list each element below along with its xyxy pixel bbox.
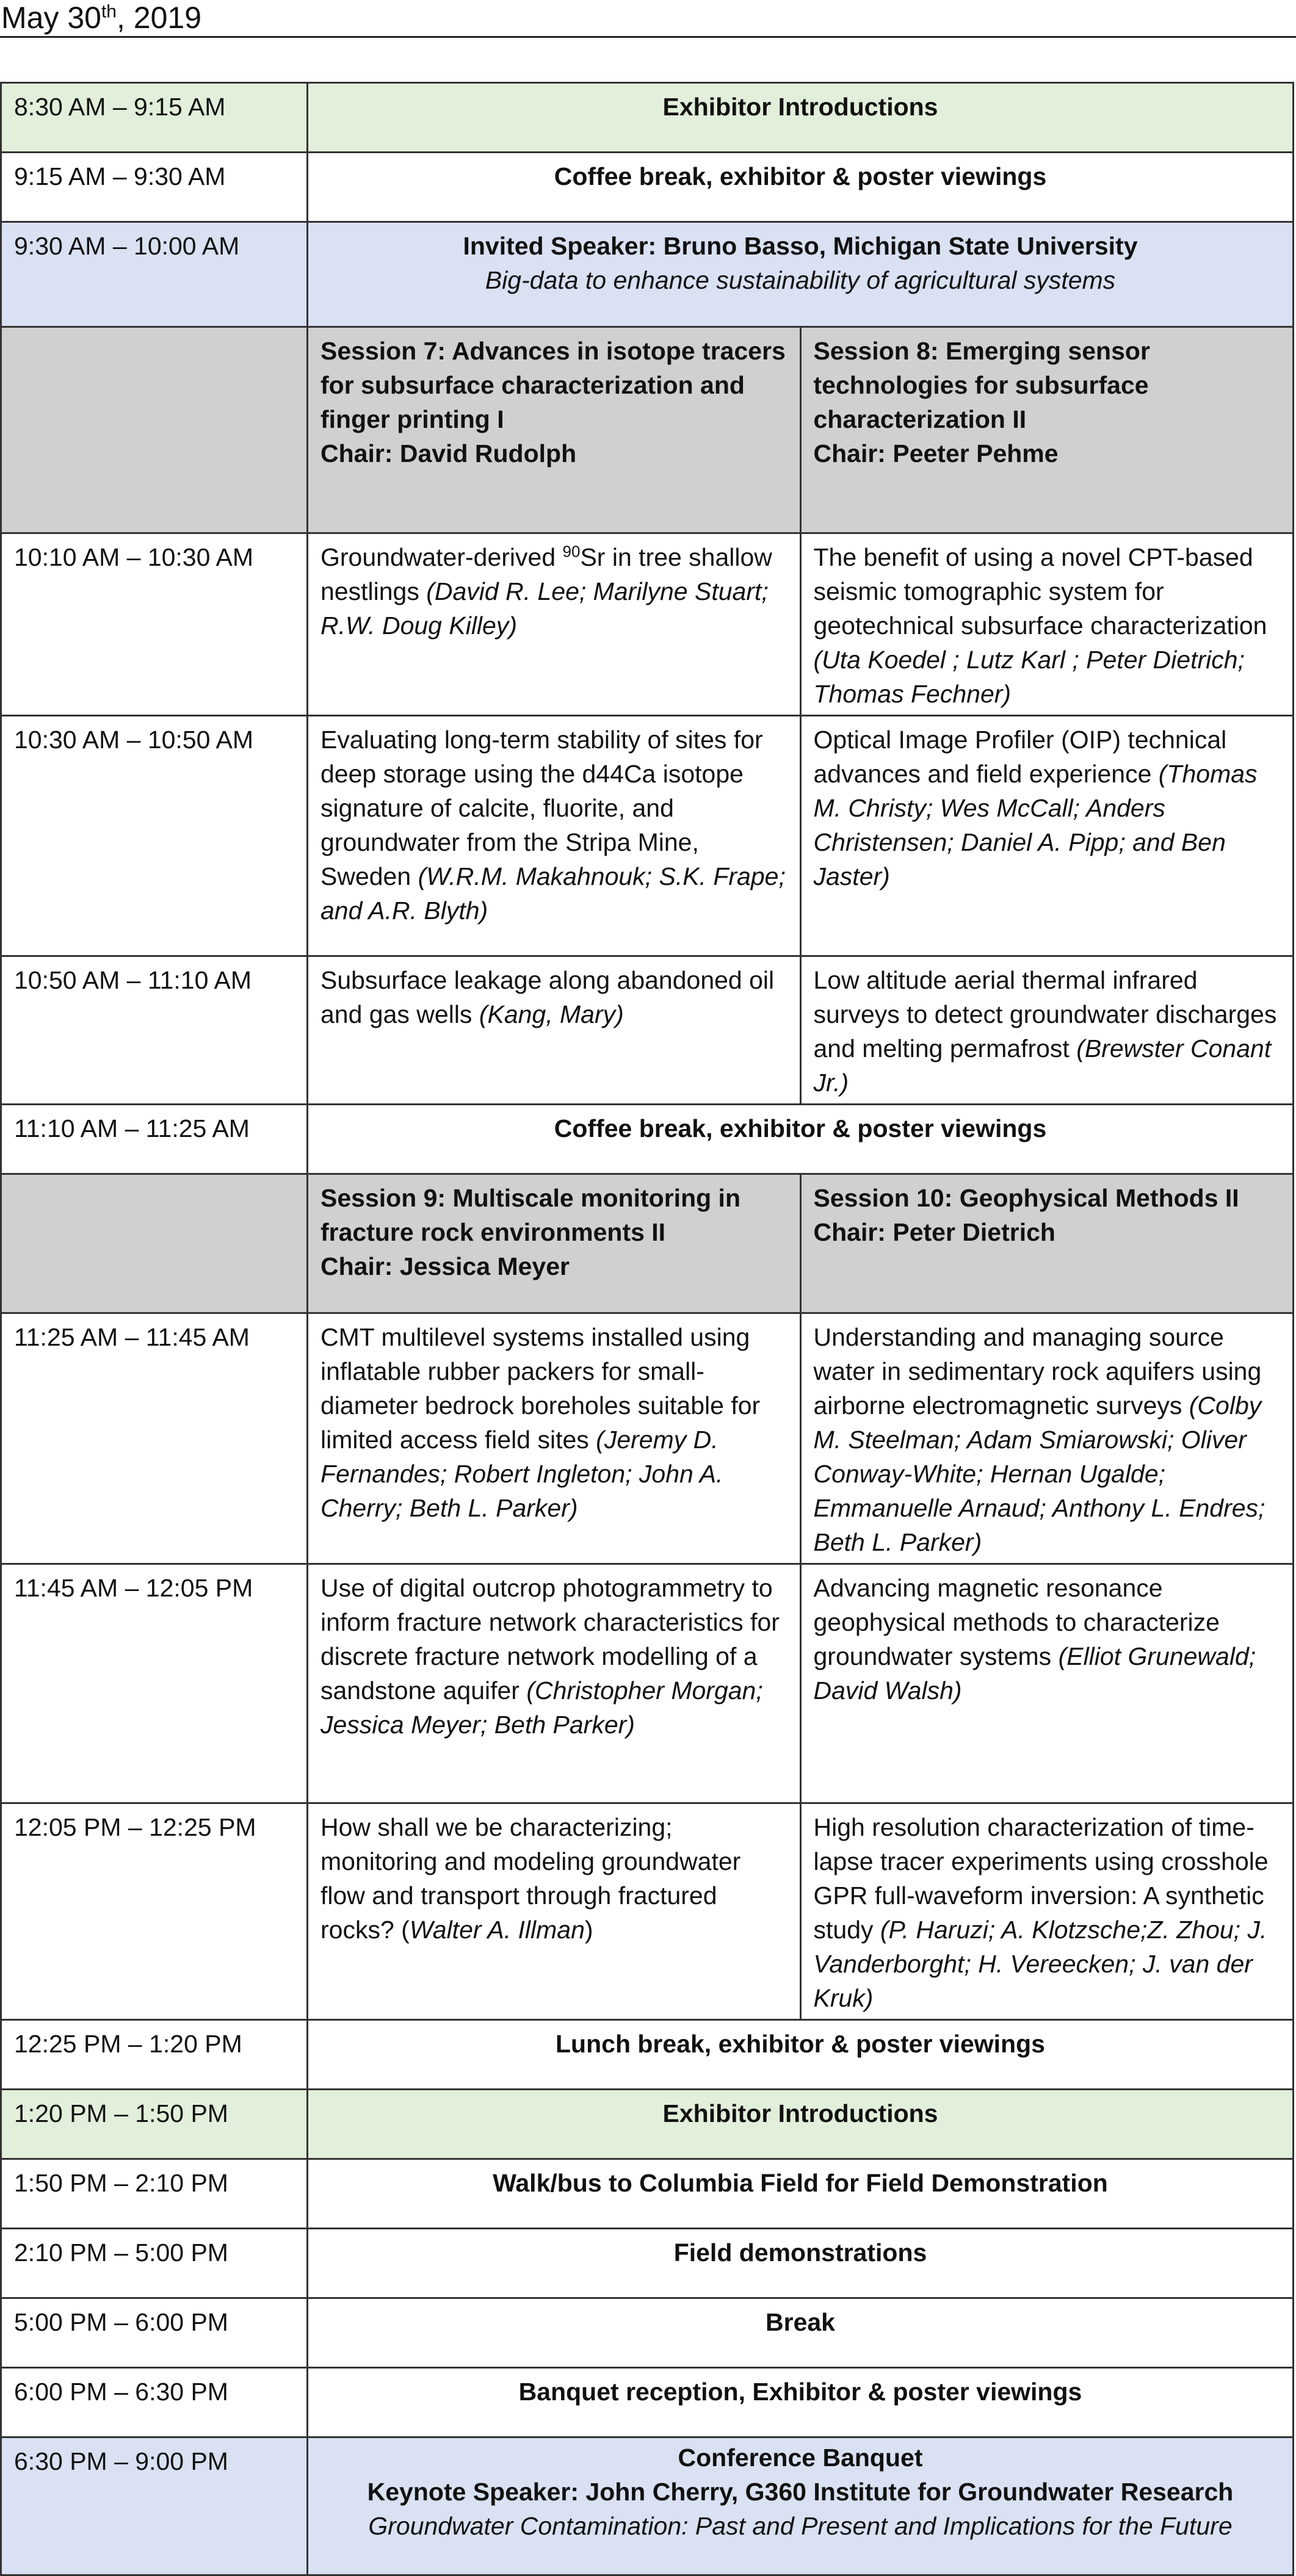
- session-header-row: [1, 327, 1294, 533]
- session-title: Session 8: Emerging sensor technologies for subsurface characterization II: [813, 337, 1150, 433]
- schedule-row: [1, 2368, 1294, 2437]
- event-cell: Lunch break, exhibitor & poster viewings: [308, 2020, 1294, 2090]
- event-cell: Walk/bus to Columbia Field for Field Demonstration: [308, 2159, 1294, 2229]
- talk-authors: (Kang, Mary): [479, 1000, 624, 1028]
- session-title: Session 10: Geophysical Methods II: [813, 1184, 1239, 1212]
- schedule-row: [1, 83, 1294, 153]
- time-cell: 10:30 AM – 10:50 AM: [1, 716, 308, 956]
- talk-authors: (Uta Koedel ; Lutz Karl ; Peter Dietrich; Thomas Fechner): [813, 646, 1245, 708]
- schedule-row: [1, 2229, 1294, 2298]
- event-cell: Banquet reception, Exhibitor & poster viewings: [308, 2368, 1294, 2437]
- time-cell: 8:30 AM – 9:15 AM: [1, 83, 308, 153]
- time-cell: 9:30 AM – 10:00 AM: [1, 222, 308, 327]
- event-cell: [308, 2437, 1294, 2575]
- talk-cell: [308, 716, 801, 956]
- talk-cell: [800, 716, 1294, 956]
- schedule-row: [1, 956, 1294, 1105]
- time-cell: 1:20 PM – 1:50 PM: [1, 2090, 308, 2159]
- date-year: , 2019: [117, 1, 202, 35]
- talk-title-close: ): [584, 1916, 593, 1944]
- session-cell: [308, 327, 801, 533]
- time-cell: 5:00 PM – 6:00 PM: [1, 2298, 308, 2368]
- time-cell: 9:15 AM – 9:30 AM: [1, 153, 308, 222]
- schedule-row: [1, 1803, 1294, 2020]
- talk-authors: (Elliot Grunewald; David Walsh): [813, 1642, 1256, 1705]
- event-keynote: Keynote Speaker: John Cherry, G360 Institute for Groundwater Research: [367, 2478, 1234, 2506]
- talk-cell: [800, 533, 1294, 716]
- event-cell: Field demonstrations: [308, 2229, 1294, 2298]
- time-cell: 11:45 AM – 12:05 PM: [1, 1564, 308, 1803]
- event-cell: Exhibitor Introductions: [308, 2090, 1294, 2159]
- event-title: Invited Speaker: Bruno Basso, Michigan State University: [463, 232, 1138, 260]
- talk-title: Optical Image Profiler (OIP) technical advances and field experience: [813, 726, 1227, 788]
- time-cell-empty: [1, 1174, 308, 1313]
- schedule-row: [1, 1564, 1294, 1803]
- date-day: May 30: [1, 1, 101, 35]
- session-chair: Chair: Peeter Pehme: [813, 439, 1059, 467]
- schedule-row: [1, 2090, 1294, 2159]
- page-date-header: [0, 0, 1296, 38]
- talk-authors: (Brewster Conant Jr.): [813, 1034, 1272, 1097]
- isotope-superscript: 90: [562, 542, 581, 561]
- talk-authors: (Colby M. Steelman; Adam Smiarowski; Oliver Conway-White; Hernan Ugalde; Emmanuelle Arnaud; Anthony L. Endres; Beth L. Parker): [813, 1391, 1265, 1556]
- session-chair: Chair: Jessica Meyer: [320, 1252, 570, 1280]
- session-cell: [800, 1174, 1294, 1313]
- schedule-row: [1, 1313, 1294, 1564]
- time-cell-empty: [1, 327, 308, 533]
- talk-title: Understanding and managing source water in sedimentary rock aquifers using airborne electromagnetic surveys: [813, 1323, 1262, 1420]
- session-header-row: [1, 1174, 1294, 1313]
- talk-title-cont: Sr in tree shallow nestlings: [320, 543, 772, 605]
- schedule-row: [1, 716, 1294, 956]
- talk-cell: [308, 533, 801, 716]
- schedule-row: [1, 2159, 1294, 2229]
- session-chair: Chair: David Rudolph: [320, 439, 577, 467]
- event-cell: [308, 222, 1294, 327]
- time-cell: 1:50 PM – 2:10 PM: [1, 2159, 308, 2229]
- schedule-row: [1, 2298, 1294, 2368]
- talk-authors: Walter A. Illman: [409, 1916, 585, 1944]
- event-subtitle: Groundwater Contamination: Past and Present and Implications for the Future: [368, 2512, 1233, 2540]
- schedule-row: [1, 153, 1294, 222]
- time-cell: 6:00 PM – 6:30 PM: [1, 2368, 308, 2437]
- time-cell: 12:05 PM – 12:25 PM: [1, 1803, 308, 2020]
- talk-cell: [308, 956, 801, 1105]
- talk-title: Advancing magnetic resonance geophysical methods to characterize groundwater systems: [813, 1574, 1220, 1670]
- event-cell: Coffee break, exhibitor & poster viewings: [308, 153, 1294, 222]
- talk-authors: (Jeremy D. Fernandes; Robert Ingleton; John A. Cherry; Beth L. Parker): [320, 1426, 723, 1522]
- session-cell: [800, 327, 1294, 533]
- talk-cell: [308, 1564, 801, 1803]
- session-chair: Chair: Peter Dietrich: [813, 1218, 1055, 1246]
- event-title: Conference Banquet: [678, 2444, 923, 2472]
- talk-authors: (W.R.M. Makahnouk; S.K. Frape; and A.R. Blyth): [320, 862, 786, 925]
- schedule-row: [1, 1105, 1294, 1174]
- talk-authors: (Thomas M. Christy; Wes McCall; Anders Christensen; Daniel A. Pipp; and Ben Jaster): [813, 760, 1258, 890]
- time-cell: 11:25 AM – 11:45 AM: [1, 1313, 308, 1564]
- time-cell: 2:10 PM – 5:00 PM: [1, 2229, 308, 2298]
- schedule-row: [1, 2437, 1294, 2575]
- talk-authors: (P. Haruzi; A. Klotzsche;Z. Zhou; J. Vanderborght; H. Vereecken; J. van der Kruk): [813, 1916, 1267, 2012]
- talk-title: How shall we be characterizing; monitoring and modeling groundwater flow and transport through fractured rocks? (: [320, 1813, 741, 1944]
- talk-title: Evaluating long-term stability of sites for deep storage using the d44Ca isotope signature of calcite, fluorite, and groundwater from the Stripa Mine, Sweden: [320, 726, 763, 890]
- time-cell: 10:10 AM – 10:30 AM: [1, 533, 308, 716]
- talk-authors: (Christopher Morgan; Jessica Meyer; Beth Parker): [320, 1676, 763, 1739]
- talk-cell: [800, 1564, 1294, 1803]
- event-subtitle: Big-data to enhance sustainability of agricultural systems: [485, 266, 1116, 294]
- time-cell: 12:25 PM – 1:20 PM: [1, 2020, 308, 2090]
- talk-title: Groundwater-derived: [320, 543, 563, 571]
- talk-title: High resolution characterization of time-lapse tracer experiments using crosshole GPR full-waveform inversion: A synthetic study: [813, 1813, 1269, 1944]
- talk-cell: [800, 1313, 1294, 1564]
- schedule-row: [1, 533, 1294, 716]
- schedule-row: [1, 2020, 1294, 2090]
- time-cell: 10:50 AM – 11:10 AM: [1, 956, 308, 1105]
- session-title: Session 7: Advances in isotope tracers for subsurface characterization and finger printing I: [320, 337, 786, 433]
- talk-title: CMT multilevel systems installed using inflatable rubber packers for small-diameter bedrock boreholes suitable for limited access field sites: [320, 1323, 761, 1454]
- schedule-row: [1, 222, 1294, 327]
- talk-title: Low altitude aerial thermal infrared surveys to detect groundwater discharges and melting permafrost: [813, 966, 1277, 1063]
- talk-title: The benefit of using a novel CPT-based seismic tomographic system for geotechnical subsurface characterization: [813, 543, 1267, 640]
- session-cell: [308, 1174, 801, 1313]
- date-day-suffix: th: [101, 1, 117, 22]
- event-cell: Exhibitor Introductions: [308, 83, 1294, 153]
- time-cell: 6:30 PM – 9:00 PM: [1, 2437, 308, 2575]
- event-cell: Break: [308, 2298, 1294, 2368]
- talk-cell: [308, 1803, 801, 2020]
- schedule-table: [0, 82, 1294, 2576]
- talk-authors: (David R. Lee; Marilyne Stuart; R.W. Doug Killey): [320, 577, 769, 640]
- talk-cell: [800, 1803, 1294, 2020]
- talk-cell: [308, 1313, 801, 1564]
- event-cell: Coffee break, exhibitor & poster viewings: [308, 1105, 1294, 1174]
- time-cell: 11:10 AM – 11:25 AM: [1, 1105, 308, 1174]
- session-title: Session 9: Multiscale monitoring in fracture rock environments II: [320, 1184, 740, 1246]
- talk-title: Use of digital outcrop photogrammetry to inform fracture network characteristics for discrete fracture network modelling of a sandstone aquifer: [320, 1574, 780, 1705]
- talk-cell: [800, 956, 1294, 1105]
- talk-title: Subsurface leakage along abandoned oil and gas wells: [320, 966, 775, 1028]
